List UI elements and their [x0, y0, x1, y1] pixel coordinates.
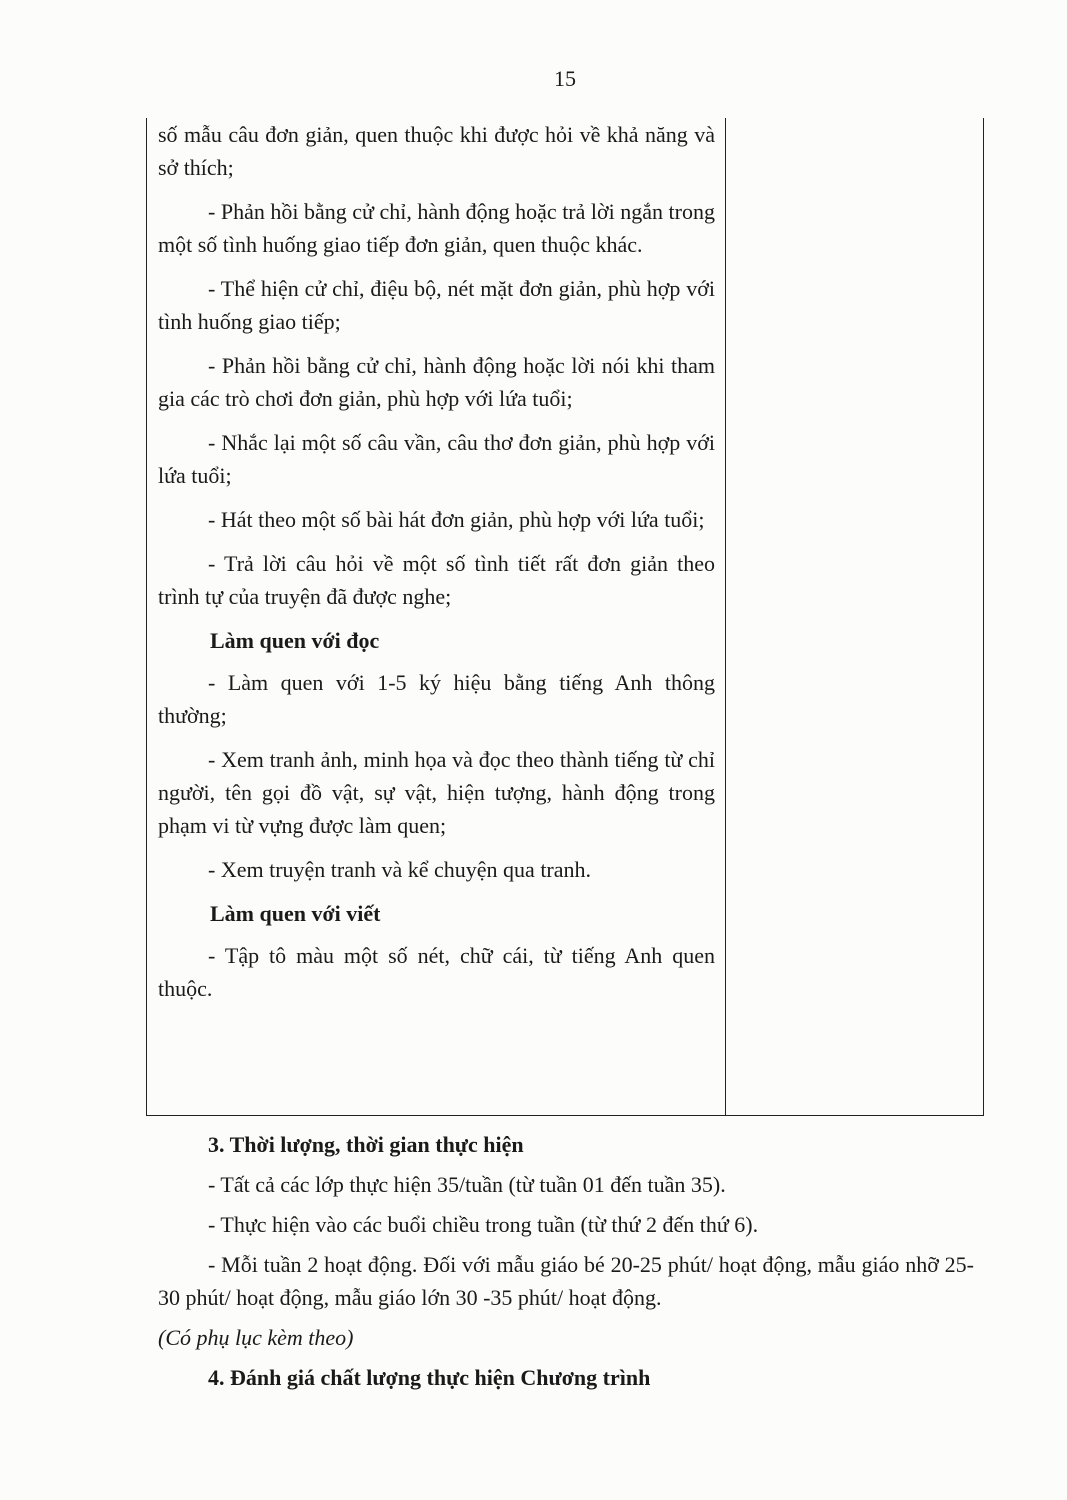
table-item: - Xem truyện tranh và kể chuyện qua tranh.: [208, 857, 592, 882]
table-paragraph: số mẫu câu đơn giản, quen thuộc khi được hỏi về khả năng và sở thích;: [158, 122, 715, 180]
section-4-heading: 4. Đánh giá chất lượng thực hiện Chương trình: [208, 1365, 651, 1390]
column-divider: [725, 118, 726, 1115]
page-number: 15: [554, 66, 576, 91]
section-3-item: - Mỗi tuần 2 hoạt động. Đối với mẫu giáo bé 20-25 phút/ hoạt động, mẫu giáo nhỡ 25-30 phút/ hoạt động, mẫu giáo lớn 30 -35 phút/ hoạt động.: [158, 1252, 974, 1310]
appendix-note: (Có phụ lục kèm theo): [158, 1325, 354, 1350]
body-text: [158, 1128, 974, 1401]
table-item: - Xem tranh ảnh, minh họa và đọc theo thành tiếng từ chỉ người, tên gọi đồ vật, sự vật, hiện tượng, hành động trong phạm vi từ vựng được làm quen;: [158, 747, 715, 838]
subheading-reading: Làm quen với đọc: [210, 628, 380, 653]
table-item: - Làm quen với 1-5 ký hiệu bằng tiếng Anh thông thường;: [158, 670, 715, 728]
table-item: - Trả lời câu hỏi về một số tình tiết rất đơn giản theo trình tự của truyện đã được nghe;: [158, 551, 715, 609]
content-cell: [158, 118, 715, 1016]
section-3-item: - Tất cả các lớp thực hiện 35/tuần (từ tuần 01 đến tuần 35).: [208, 1172, 726, 1197]
subheading-writing: Làm quen với viết: [210, 901, 381, 926]
table-item: - Hát theo một số bài hát đơn giản, phù hợp với lứa tuổi;: [208, 507, 705, 532]
section-3-heading: 3. Thời lượng, thời gian thực hiện: [208, 1132, 524, 1157]
table-item: - Thể hiện cử chỉ, điệu bộ, nét mặt đơn giản, phù hợp với tình huống giao tiếp;: [158, 276, 715, 334]
table-item: - Nhắc lại một số câu vần, câu thơ đơn giản, phù hợp với lứa tuổi;: [158, 430, 715, 488]
content-table: [146, 118, 984, 1116]
table-item: - Tập tô màu một số nét, chữ cái, từ tiếng Anh quen thuộc.: [158, 943, 715, 1001]
table-item: - Phản hồi bằng cử chỉ, hành động hoặc lời nói khi tham gia các trò chơi đơn giản, phù hợp với lứa tuổi;: [158, 353, 715, 411]
table-item: - Phản hồi bằng cử chỉ, hành động hoặc trả lời ngắn trong một số tình huống giao tiếp đơn giản, quen thuộc khác.: [158, 199, 715, 257]
section-3-item: - Thực hiện vào các buổi chiều trong tuần (từ thứ 2 đến thứ 6).: [208, 1212, 759, 1237]
